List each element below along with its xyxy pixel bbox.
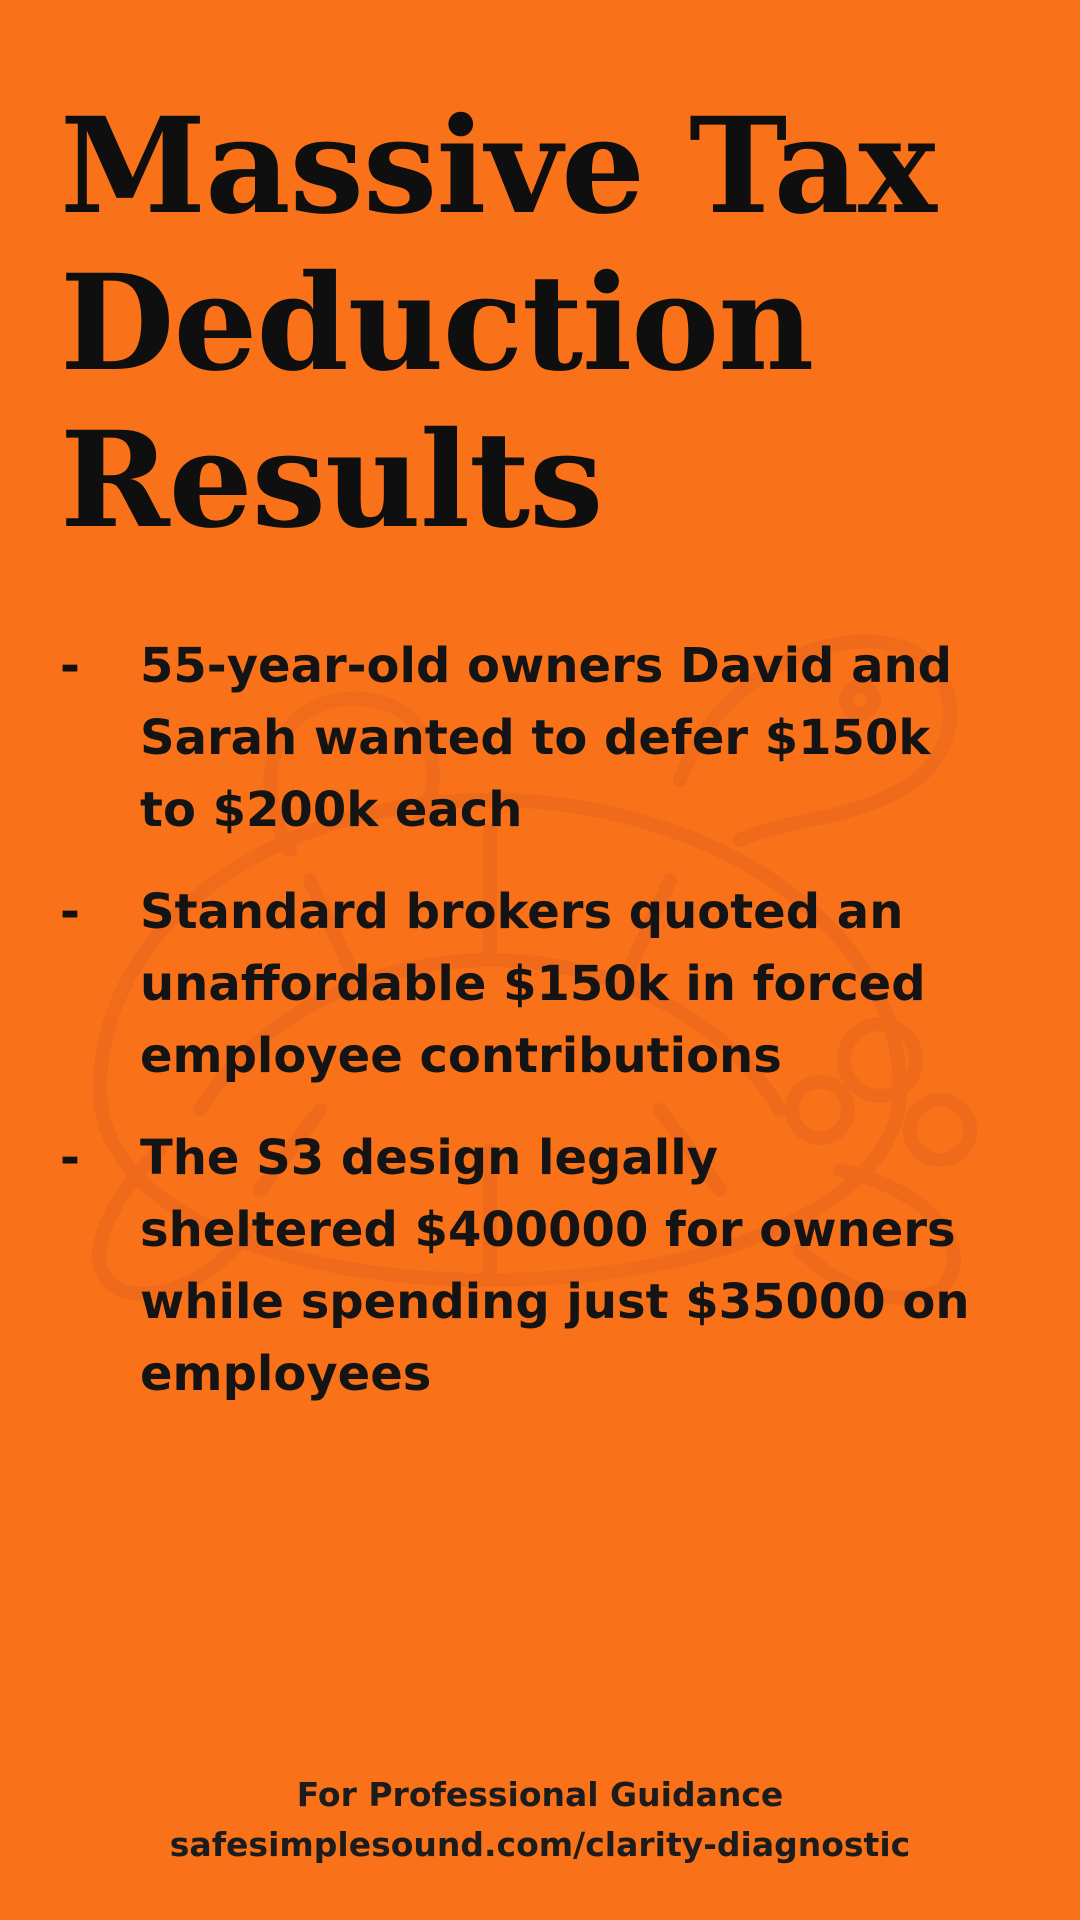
bullet-marker: -: [60, 884, 80, 940]
list-item: [60, 876, 1020, 1092]
bullet-marker: -: [60, 1130, 80, 1186]
footer-url-link[interactable]: safesimplesound.com/clarity-diagnostic: [169, 1825, 911, 1864]
list-item: [60, 1122, 1020, 1410]
results-list: [60, 630, 1020, 1440]
bullet-text: Standard brokers quoted an unaffordable $150k in forced employee contributions: [140, 884, 926, 1084]
list-item: [60, 630, 1020, 846]
bullet-text: 55-year-old owners David and Sarah wanted to defer $150k to $200k each: [140, 638, 953, 838]
page-title: [60, 88, 1020, 559]
title-line: Deduction: [60, 246, 814, 401]
title-line: Results: [60, 403, 603, 558]
footer-guidance-text: For Professional Guidance: [296, 1775, 784, 1814]
bullet-marker: -: [60, 638, 80, 694]
footer: [0, 1770, 1080, 1870]
bullet-text: The S3 design legally sheltered $400000 for owners while spending just $35000 on employees: [140, 1130, 970, 1402]
title-line: Massive Tax: [60, 89, 936, 244]
